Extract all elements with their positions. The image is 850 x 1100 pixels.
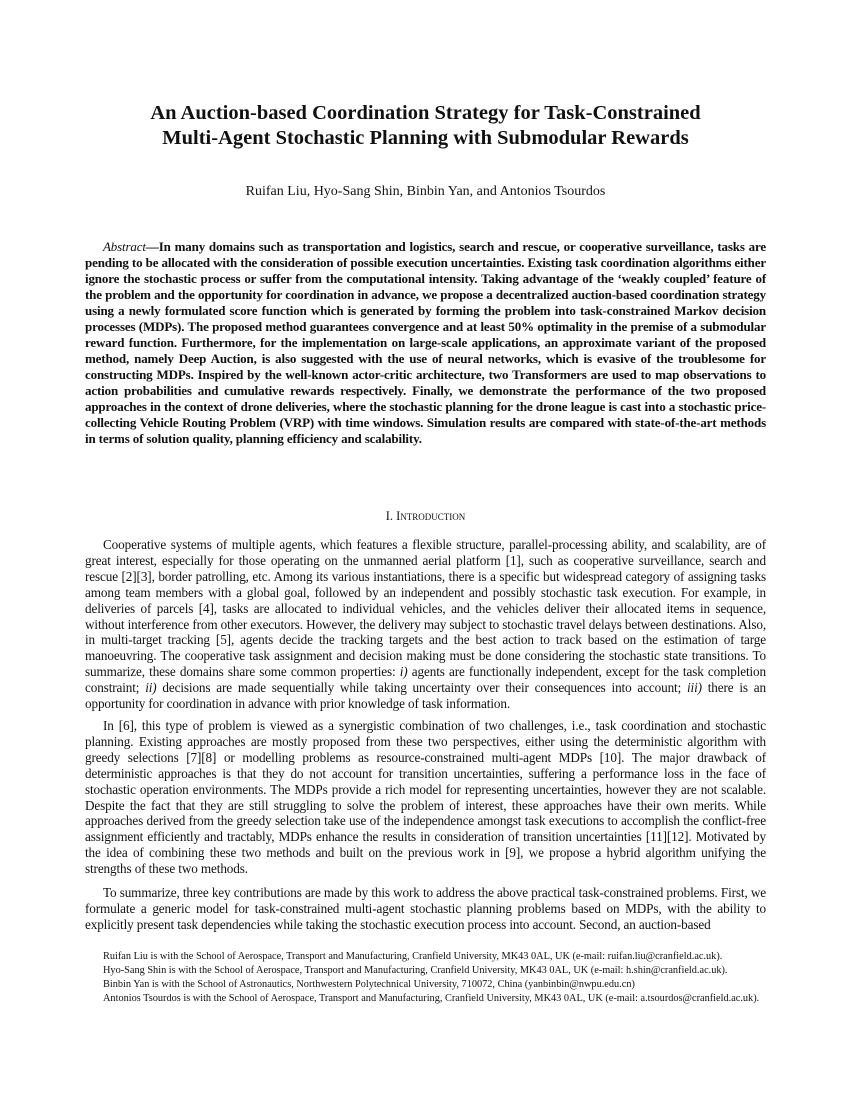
text: Cooperative systems of multiple agents, which features a flexible structure, parallel-processing ability, and scalability, are of great interest, especially for those operating on the unmanned aerial platform [1], such as cooperative surveillance, search and rescue [2][3], border patrolling, etc. Among its various instantiations, there is a specific but widespread category of assigning tasks among team members with a global goal, followed by an independent and possibly stochastic task execution. For example, in deliveries of parcels [4], tasks are allocated to individual vehicles, and the vehicles deliver their allocated items in sequence, without interference from other executors. However, the delivery may subject to stochastic travel delays between destinations. Also, in multi-target tracking [5], agents decide the tracking targets and the best action to track based on the estimation of targe manoeuvring. The cooperative task assignment and decision making must be done considering the stochastic state transitions. To summarize, these domains share some common properties: — [85, 537, 766, 680]
section-title: Introduction — [396, 509, 466, 523]
authors: Ruifan Liu, Hyo-Sang Shin, Binbin Yan, and Antonios Tsourdos — [245, 184, 606, 199]
section-number: I. — [385, 509, 393, 523]
footnote: Ruifan Liu is with the School of Aerospace, Transport and Manufacturing, Cranfield University, MK43 0AL, UK (e-mail: ruifan.liu@cranfield.ac.uk). — [103, 951, 723, 962]
enum-iii: iii) — [687, 680, 702, 696]
abstract-label: Abstract — [103, 239, 146, 254]
text: decisions are made sequentially while taking uncertainty over their consequences into account; — [156, 680, 687, 696]
section-heading — [85, 509, 766, 524]
paragraph-2: In [6], this type of problem is viewed as a synergistic combination of two challenges, i.e., task coordination and stochastic planning. Existing approaches are mostly proposed from these two perspectives, either using the deterministic algorithm with greedy selections [7][8] or modelling problems as resource-constrained multi-agent MDPs [10]. The major drawback of deterministic approaches is that they do not account for transition uncertainties, suffering a performance loss in the face of stochastic operation environments. The MDPs provide a rich model for representing uncertainties, however they are not scalable. Despite the fact that they are still struggling to solve the problem of interest, these approaches have their own merits. While approaches derived from the greedy selection take use of the independence amongst task executions to accomplish the conflict-free assignment efficiently and tractably, MDPs enhance the results in consideration of transition uncertainties [11][12]. Motivated by the idea of combining these two methods and built on the previous work in [9], we propose a hybrid algorithm unifying the strengths of these two methods. — [85, 718, 766, 877]
paper-title — [85, 101, 766, 151]
enum-ii: ii) — [145, 680, 157, 696]
title-line-1: An Auction-based Coordination Strategy for Task-Constrained — [150, 102, 701, 124]
text: there is an opportunity for coordination in advance with prior knowledge of task information. — [85, 680, 766, 712]
abstract-text: —In many domains such as transportation and logistics, search and rescue, or cooperative surveillance, tasks are pending to be allocated with the consideration of possible execution uncertainties. Existing task coordination algorithms either ignore the stochastic process or suffer from the computational intensity. Taking advantage of the ‘weakly coupled’ feature of the problem and the opportunity for coordination in advance, we propose a decentralized auction-based coordination strategy using a newly formulated score function which is generated by forming the problem into task-constrained Markov decision processes (MDPs). The proposed method guarantees convergence and at least 50% optimality in the premise of a submodular reward function. Furthermore, for the implementation on large-scale applications, an approximate variant of the proposed method, namely Deep Auction, is also suggested with the use of neural networks, which is evasive of the troublesome for constructing MDPs. Inspired by the well-known actor-critic architecture, two Transformers are used to map observations to action probabilities and cumulative rewards respectively. Finally, we demonstrate the performance of the two proposed approaches in the context of drone deliveries, where the stochastic planning for the drone league is cast into a stochastic price-collecting Vehicle Routing Problem (VRP) with time windows. Simulation results are compared with state-of-the-art methods in terms of solution quality, planning efficiency and scalability. — [85, 239, 766, 446]
enum-i: i) — [399, 664, 408, 680]
footnotes — [85, 950, 766, 1006]
abstract — [85, 239, 766, 447]
paragraph-1 — [85, 537, 766, 712]
footnote: Binbin Yan is with the School of Astronautics, Northwestern Polytechnical University, 710072, China (yanbinbin@nwpu.edu.cn) — [103, 979, 635, 990]
title-line-2: Multi-Agent Stochastic Planning with Submodular Rewards — [162, 127, 689, 149]
footnote: Hyo-Sang Shin is with the School of Aerospace, Transport and Manufacturing, Cranfield University, MK43 0AL, UK (e-mail: h.shin@cranfield.ac.uk). — [103, 965, 728, 976]
paragraph-3: To summarize, three key contributions are made by this work to address the above practical task-constrained problems. First, we formulate a generic model for task-constrained multi-agent stochastic planning problems based on MDPs, with the ability to explicitly present task dependencies while taking the stochastic execution process into account. Second, an auction-based — [85, 885, 766, 932]
text: agents are functionally independent, except for the task completion constraint; — [85, 664, 767, 696]
footnote: Antonios Tsourdos is with the School of Aerospace, Transport and Manufacturing, Cranfield University, MK43 0AL, UK (e-mail: a.tsourdos@cranfield.ac.uk). — [103, 993, 760, 1004]
